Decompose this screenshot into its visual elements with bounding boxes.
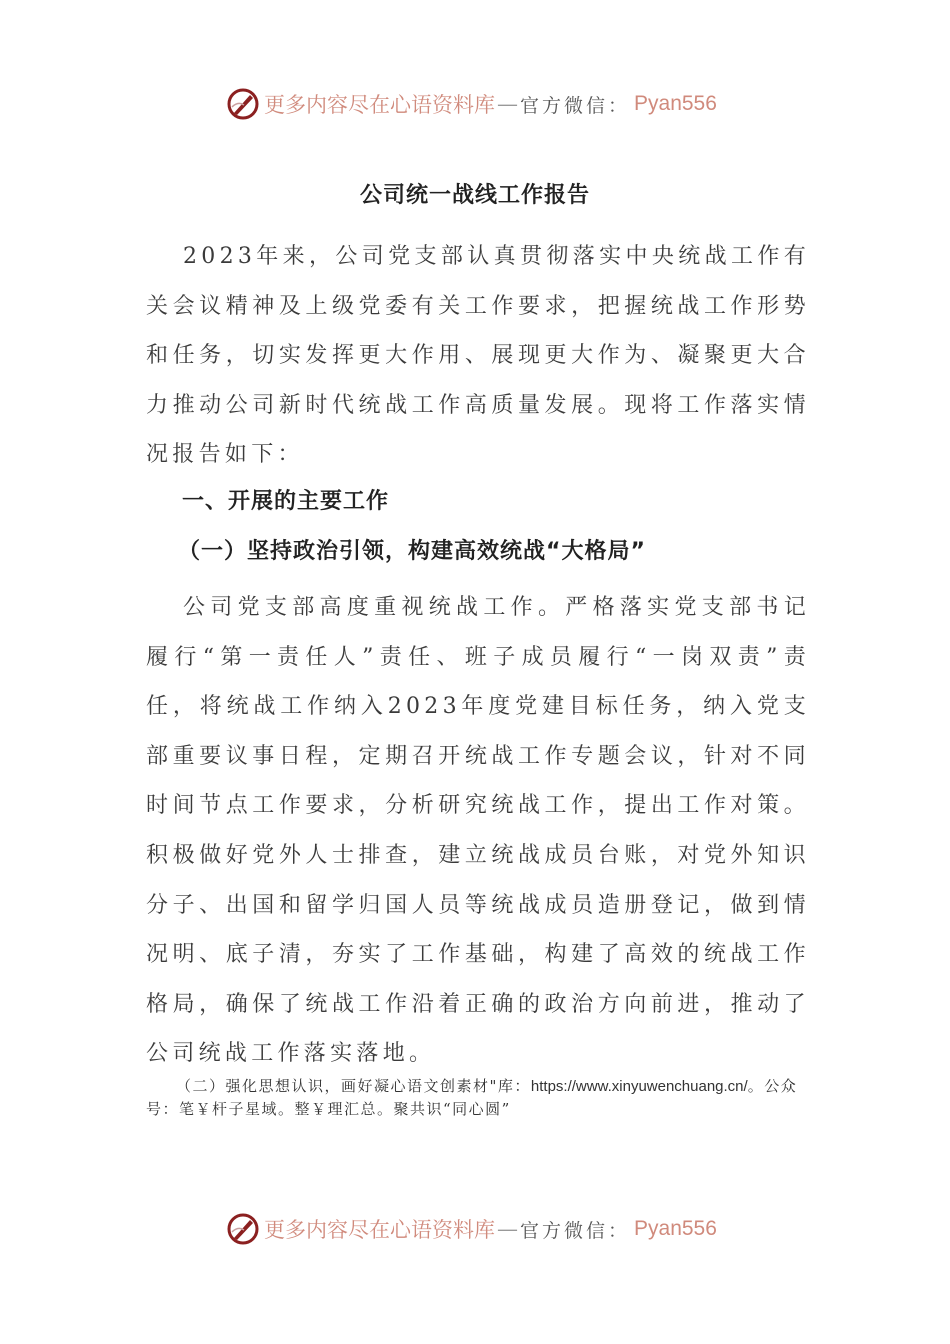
watermark-banner-top [226,84,717,124]
footnote-part1: （二）强化思想认识，画好凝心语文创素材"库： [176,1077,531,1095]
subsection-1-body [146,583,810,1079]
quill-pen-logo-icon [226,87,260,121]
watermark-banner-bottom [226,1209,717,1249]
watermark-dash: — [497,1217,518,1241]
watermark-main-text: 更多内容尽在心语资料库 [264,1218,495,1242]
document-title: 公司统一战线工作报告 [359,183,590,208]
footnote-part2: 。公众号：笔￥杆子星域。整￥理汇总。聚共识“同心圆” [146,1077,798,1118]
subsection-1-paragraph: 公司党支部高度重视统战工作。严格落实党支部书记履行“第一责任人”责任、班子成员履行“一岗双责”责任，将统战工作纳入2023年度党建目标任务，纳入党支部重要议事日程，定期召开统战工作专题会议，针对不同时间节点工作要求，分析研究统战工作，提出工作对策。积极做好党外人士排查，建立统战成员台账，对党外知识分子、出国和留学归国人员等统战成员造册登记，做到情况明、底子清，夯实了工作基础，构建了高效的统战工作格局，确保了统战工作沿着正确的政治方向前进，推动了公司统战工作落实落地。 [146,595,810,1067]
section-heading-1: 一、开展的主要工作 [182,489,390,514]
quill-pen-logo-icon [226,1212,260,1246]
watermark-sub-text: 官方微信： [520,94,631,117]
watermark-main-text: 更多内容尽在心语资料库 [264,93,495,117]
footnote-url-link[interactable]: https://www.xinyuwenchuang.cn/ [530,1078,748,1095]
watermark-dash: — [497,92,518,116]
watermark-wechat-id: Pyan556 [634,1217,717,1240]
footnote [146,1075,806,1121]
intro-section [146,232,810,480]
watermark-sub-text: 官方微信： [520,1219,631,1242]
subsection-heading-1: （一）坚持政治引领，构建高效统战“大格局” [178,539,646,564]
intro-paragraph: 2023年来，公司党支部认真贯彻落实中央统战工作有关会议精神及上级党委有关工作要求，把握统战工作形势和任务，切实发挥更大作用、展现更大作为、凝聚更大合力推动公司新时代统战工作高质量发展。现将工作落实情况报告如下： [146,244,810,468]
watermark-wechat-id: Pyan556 [634,92,717,115]
